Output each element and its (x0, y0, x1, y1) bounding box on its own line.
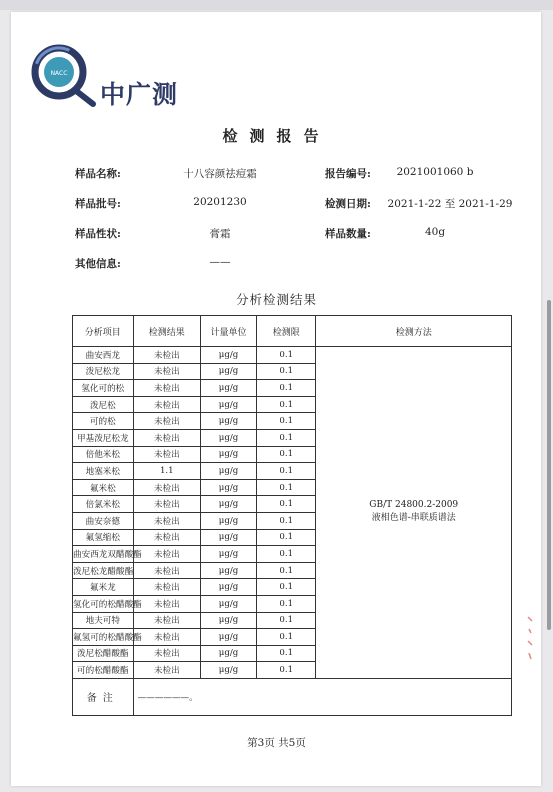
cell-item: 泼尼松龙 (73, 363, 134, 380)
cell-limit: 0.1 (257, 595, 316, 612)
note-label: 备注 (73, 678, 134, 715)
cell-result: 未检出 (133, 363, 200, 380)
cell-unit: μg/g (201, 446, 257, 463)
cell-item: 倍氯米松 (73, 496, 134, 513)
header-item: 分析项目 (73, 316, 134, 347)
cell-unit: μg/g (201, 529, 257, 546)
cell-unit: μg/g (201, 562, 257, 579)
cell-result: 未检出 (133, 347, 200, 364)
document-title: 检测报告 (222, 127, 331, 145)
cell-limit: 0.1 (257, 496, 316, 513)
field-value-appearance: 膏霜 (209, 228, 231, 240)
page-number: 第3页 共5页 (247, 737, 306, 749)
cell-result: 未检出 (133, 529, 200, 546)
field-label-report-number: 报告编号: (325, 168, 371, 180)
header-result: 检测结果 (133, 316, 200, 347)
cell-limit: 0.1 (257, 629, 316, 646)
field-value-batch: 20201230 (193, 196, 247, 208)
cell-limit: 0.1 (257, 413, 316, 430)
cell-limit: 0.1 (257, 380, 316, 397)
brand-name: 中广测 (100, 80, 179, 109)
field-value-report-number: 2021001060 b (396, 166, 474, 178)
cell-unit: μg/g (201, 595, 257, 612)
cell-limit: 0.1 (257, 546, 316, 563)
cell-unit: μg/g (201, 463, 257, 480)
cell-unit: μg/g (201, 363, 257, 380)
cell-result: 未检出 (133, 562, 200, 579)
cell-unit: μg/g (201, 546, 257, 563)
nacc-logo-icon (27, 38, 97, 108)
cell-result: 未检出 (133, 546, 200, 563)
header-limit: 检测限 (257, 316, 316, 347)
cell-unit: μg/g (201, 429, 257, 446)
section-title: 分析检测结果 (235, 292, 317, 307)
field-label-appearance: 样品性状: (75, 228, 121, 240)
field-label-batch: 样品批号: (75, 198, 121, 210)
cell-limit: 0.1 (257, 463, 316, 480)
cell-result: 未检出 (133, 579, 200, 596)
cell-unit: μg/g (201, 662, 257, 679)
field-label-quantity: 样品数量: (325, 228, 371, 240)
cell-limit: 0.1 (257, 512, 316, 529)
cell-result: 未检出 (133, 413, 200, 430)
cell-limit: 0.1 (257, 446, 316, 463)
field-value-test-date: 2021-1-22 至 2021-1-29 (387, 198, 513, 210)
cell-unit: μg/g (201, 612, 257, 629)
field-label-test-date: 检测日期: (325, 198, 371, 210)
cell-limit: 0.1 (257, 529, 316, 546)
field-label-other: 其他信息: (75, 258, 121, 270)
table-header-row (73, 316, 512, 347)
cell-result: 未检出 (133, 629, 200, 646)
cell-result: 未检出 (133, 662, 200, 679)
cell-limit: 0.1 (257, 347, 316, 364)
method-cell (316, 347, 512, 679)
cell-limit: 0.1 (257, 645, 316, 662)
cell-item: 甲基泼尼松龙 (73, 429, 134, 446)
logo-badge-text: NACC (50, 70, 68, 77)
cell-item: 氟米龙 (73, 579, 134, 596)
cell-result: 未检出 (133, 595, 200, 612)
cell-item: 曲安西龙双醋酸酯 (73, 546, 134, 563)
field-label-sample-name: 样品名称: (75, 168, 121, 180)
cell-item: 氢化可的松醋酸酯 (73, 595, 134, 612)
scrollbar[interactable] (547, 300, 551, 630)
cell-limit: 0.1 (257, 479, 316, 496)
cell-limit: 0.1 (257, 396, 316, 413)
cell-limit: 0.1 (257, 579, 316, 596)
cell-limit: 0.1 (257, 612, 316, 629)
cell-result: 未检出 (133, 429, 200, 446)
cell-item: 泼尼松龙醋酸酯 (73, 562, 134, 579)
cell-result: 未检出 (133, 645, 200, 662)
cell-limit: 0.1 (257, 562, 316, 579)
cell-result: 1.1 (133, 463, 200, 480)
cell-item: 氟米松 (73, 479, 134, 496)
cell-limit: 0.1 (257, 363, 316, 380)
table-row (73, 347, 512, 364)
cell-item: 地塞米松 (73, 463, 134, 480)
cell-item: 氢化可的松 (73, 380, 134, 397)
cell-item: 泼尼松醋酸酯 (73, 645, 134, 662)
cell-unit: μg/g (201, 396, 257, 413)
top-bar (0, 0, 553, 10)
cell-item: 氟氢缩松 (73, 529, 134, 546)
method-name: 液相色谱-串联质谱法 (371, 513, 456, 524)
cell-unit: μg/g (201, 347, 257, 364)
cell-result: 未检出 (133, 612, 200, 629)
cell-unit: μg/g (201, 579, 257, 596)
cell-result: 未检出 (133, 479, 200, 496)
field-value-quantity: 40g (424, 226, 446, 238)
cell-unit: μg/g (201, 380, 257, 397)
header-method: 检测方法 (316, 316, 512, 347)
cell-result: 未检出 (133, 380, 200, 397)
cell-item: 倍他米松 (73, 446, 134, 463)
cell-item: 曲安奈德 (73, 512, 134, 529)
cell-unit: μg/g (201, 479, 257, 496)
cell-result: 未检出 (133, 496, 200, 513)
note-row (73, 678, 512, 715)
header-unit: 计量单位 (201, 316, 257, 347)
results-table (72, 315, 512, 716)
cell-item: 曲安西龙 (73, 347, 134, 364)
method-standard: GB/T 24800.2-2009 (369, 500, 459, 511)
cell-item: 氟氢可的松醋酸酯 (73, 629, 134, 646)
cell-limit: 0.1 (257, 429, 316, 446)
cell-item: 泼尼松 (73, 396, 134, 413)
cell-result: 未检出 (133, 446, 200, 463)
cell-result: 未检出 (133, 512, 200, 529)
cell-result: 未检出 (133, 396, 200, 413)
cell-unit: μg/g (201, 512, 257, 529)
field-value-sample-name: 十八容颜祛痘霜 (183, 168, 257, 180)
note-value: ——————。 (133, 678, 511, 715)
cell-item: 可的松醋酸酯 (73, 662, 134, 679)
cell-unit: μg/g (201, 645, 257, 662)
cell-unit: μg/g (201, 629, 257, 646)
field-value-other: —— (209, 256, 231, 268)
cell-limit: 0.1 (257, 662, 316, 679)
cell-unit: μg/g (201, 496, 257, 513)
cell-unit: μg/g (201, 413, 257, 430)
cell-item: 可的松 (73, 413, 134, 430)
seal-stamp-icon (525, 615, 535, 665)
cell-item: 地夫可特 (73, 612, 134, 629)
